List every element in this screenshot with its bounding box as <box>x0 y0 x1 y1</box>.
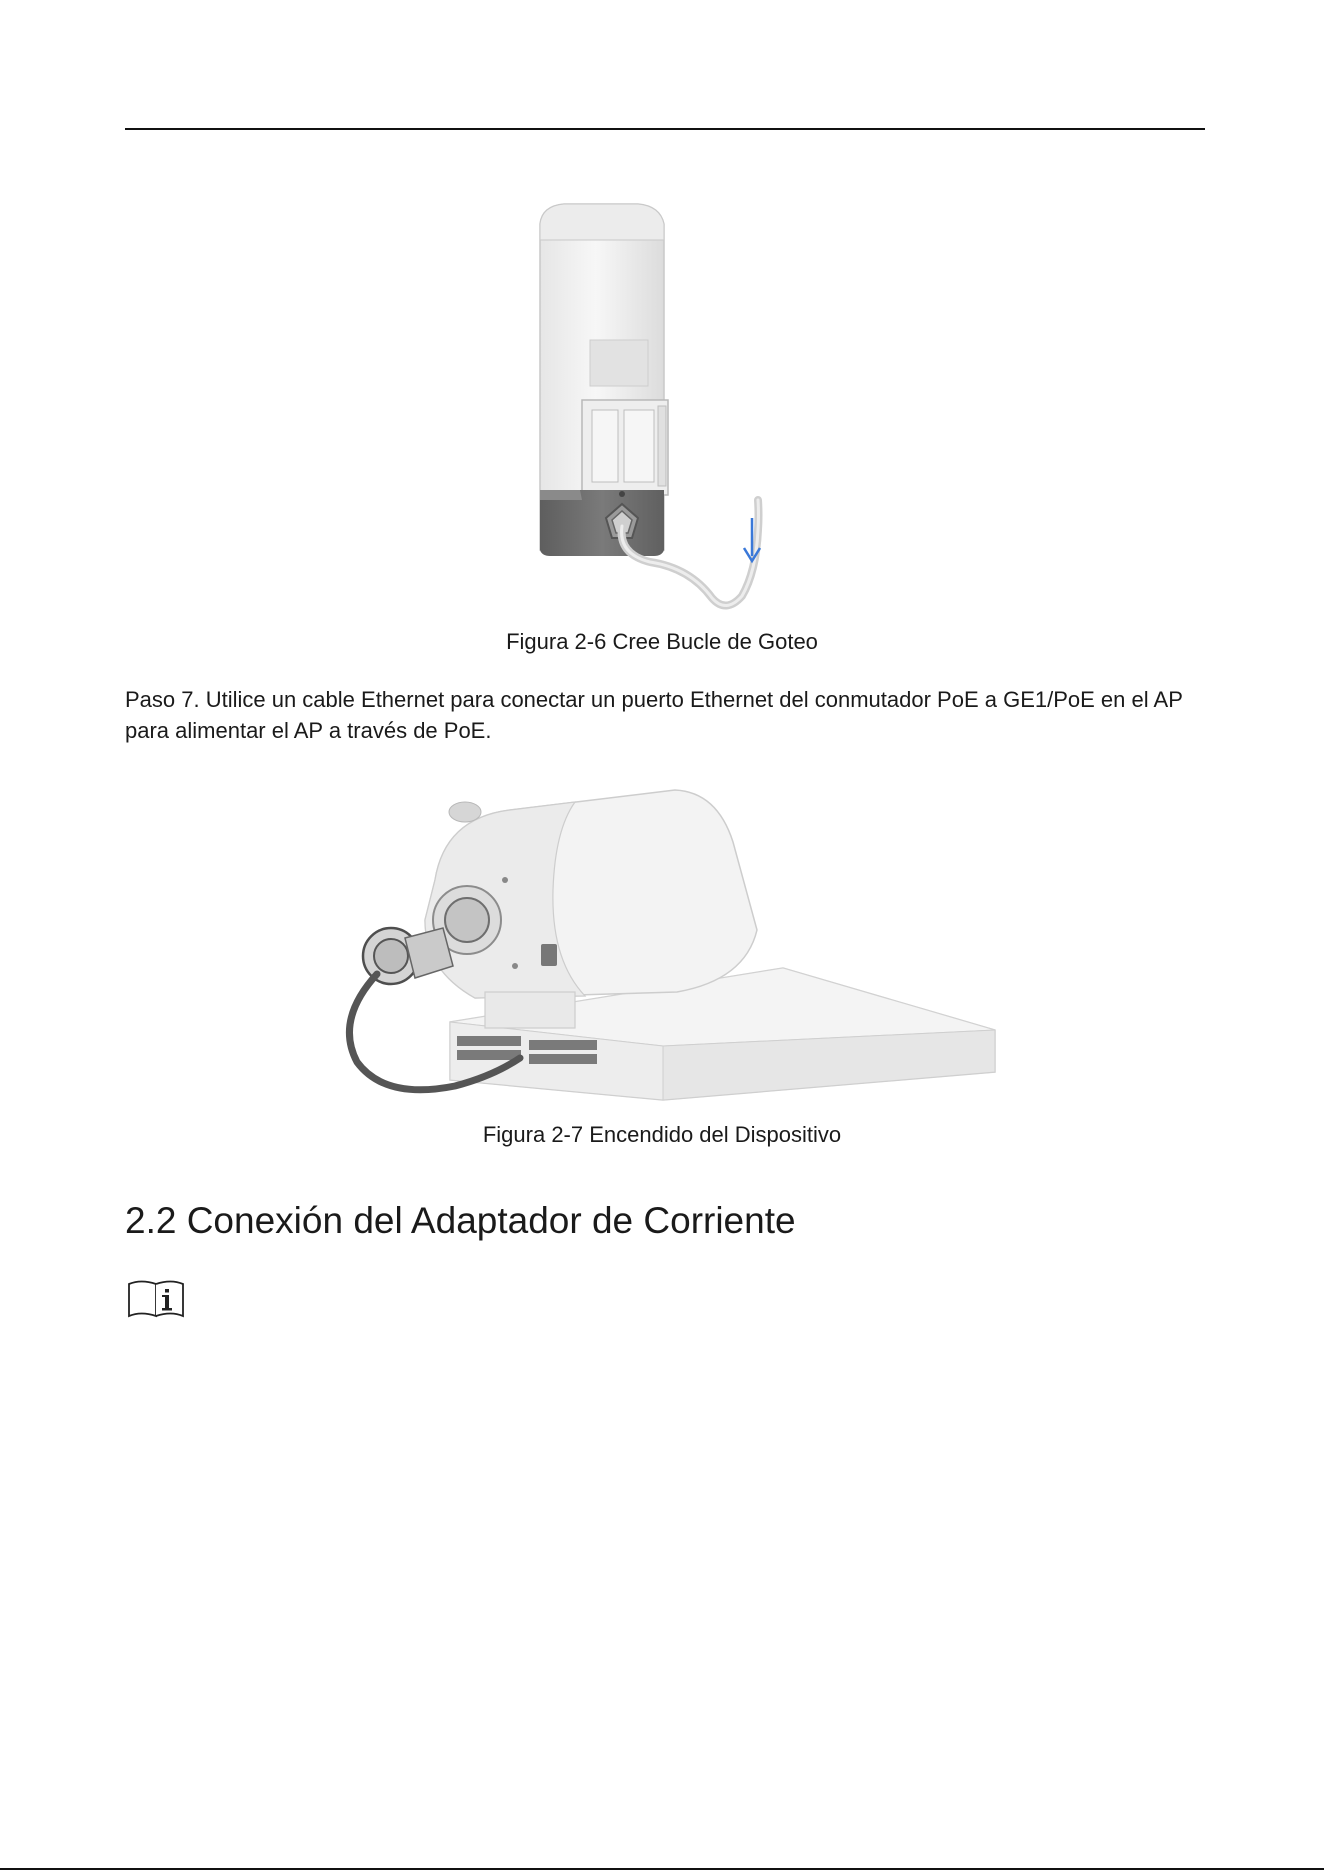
footer-rule <box>0 1868 1324 1870</box>
drip-loop-illustration <box>520 200 820 610</box>
figure-caption: Figura 2-7 Encendido del Dispositivo <box>482 1122 842 1147</box>
step-paragraph: Paso 7. Utilice un cable Ethernet para conectar un puerto Ethernet del conmutador PoE a GE1/PoE en el AP para alimentar el AP a través de PoE. <box>125 687 1183 743</box>
section-heading: 2.2 Conexión del Adaptador de Corriente <box>125 1200 796 1241</box>
header-rule <box>125 128 1205 130</box>
ap-device-front <box>540 204 668 556</box>
note-info-icon <box>127 1278 185 1318</box>
figure-caption: Figura 2-6 Cree Bucle de Goteo <box>506 629 818 654</box>
poe-power-illustration <box>345 770 1005 1110</box>
